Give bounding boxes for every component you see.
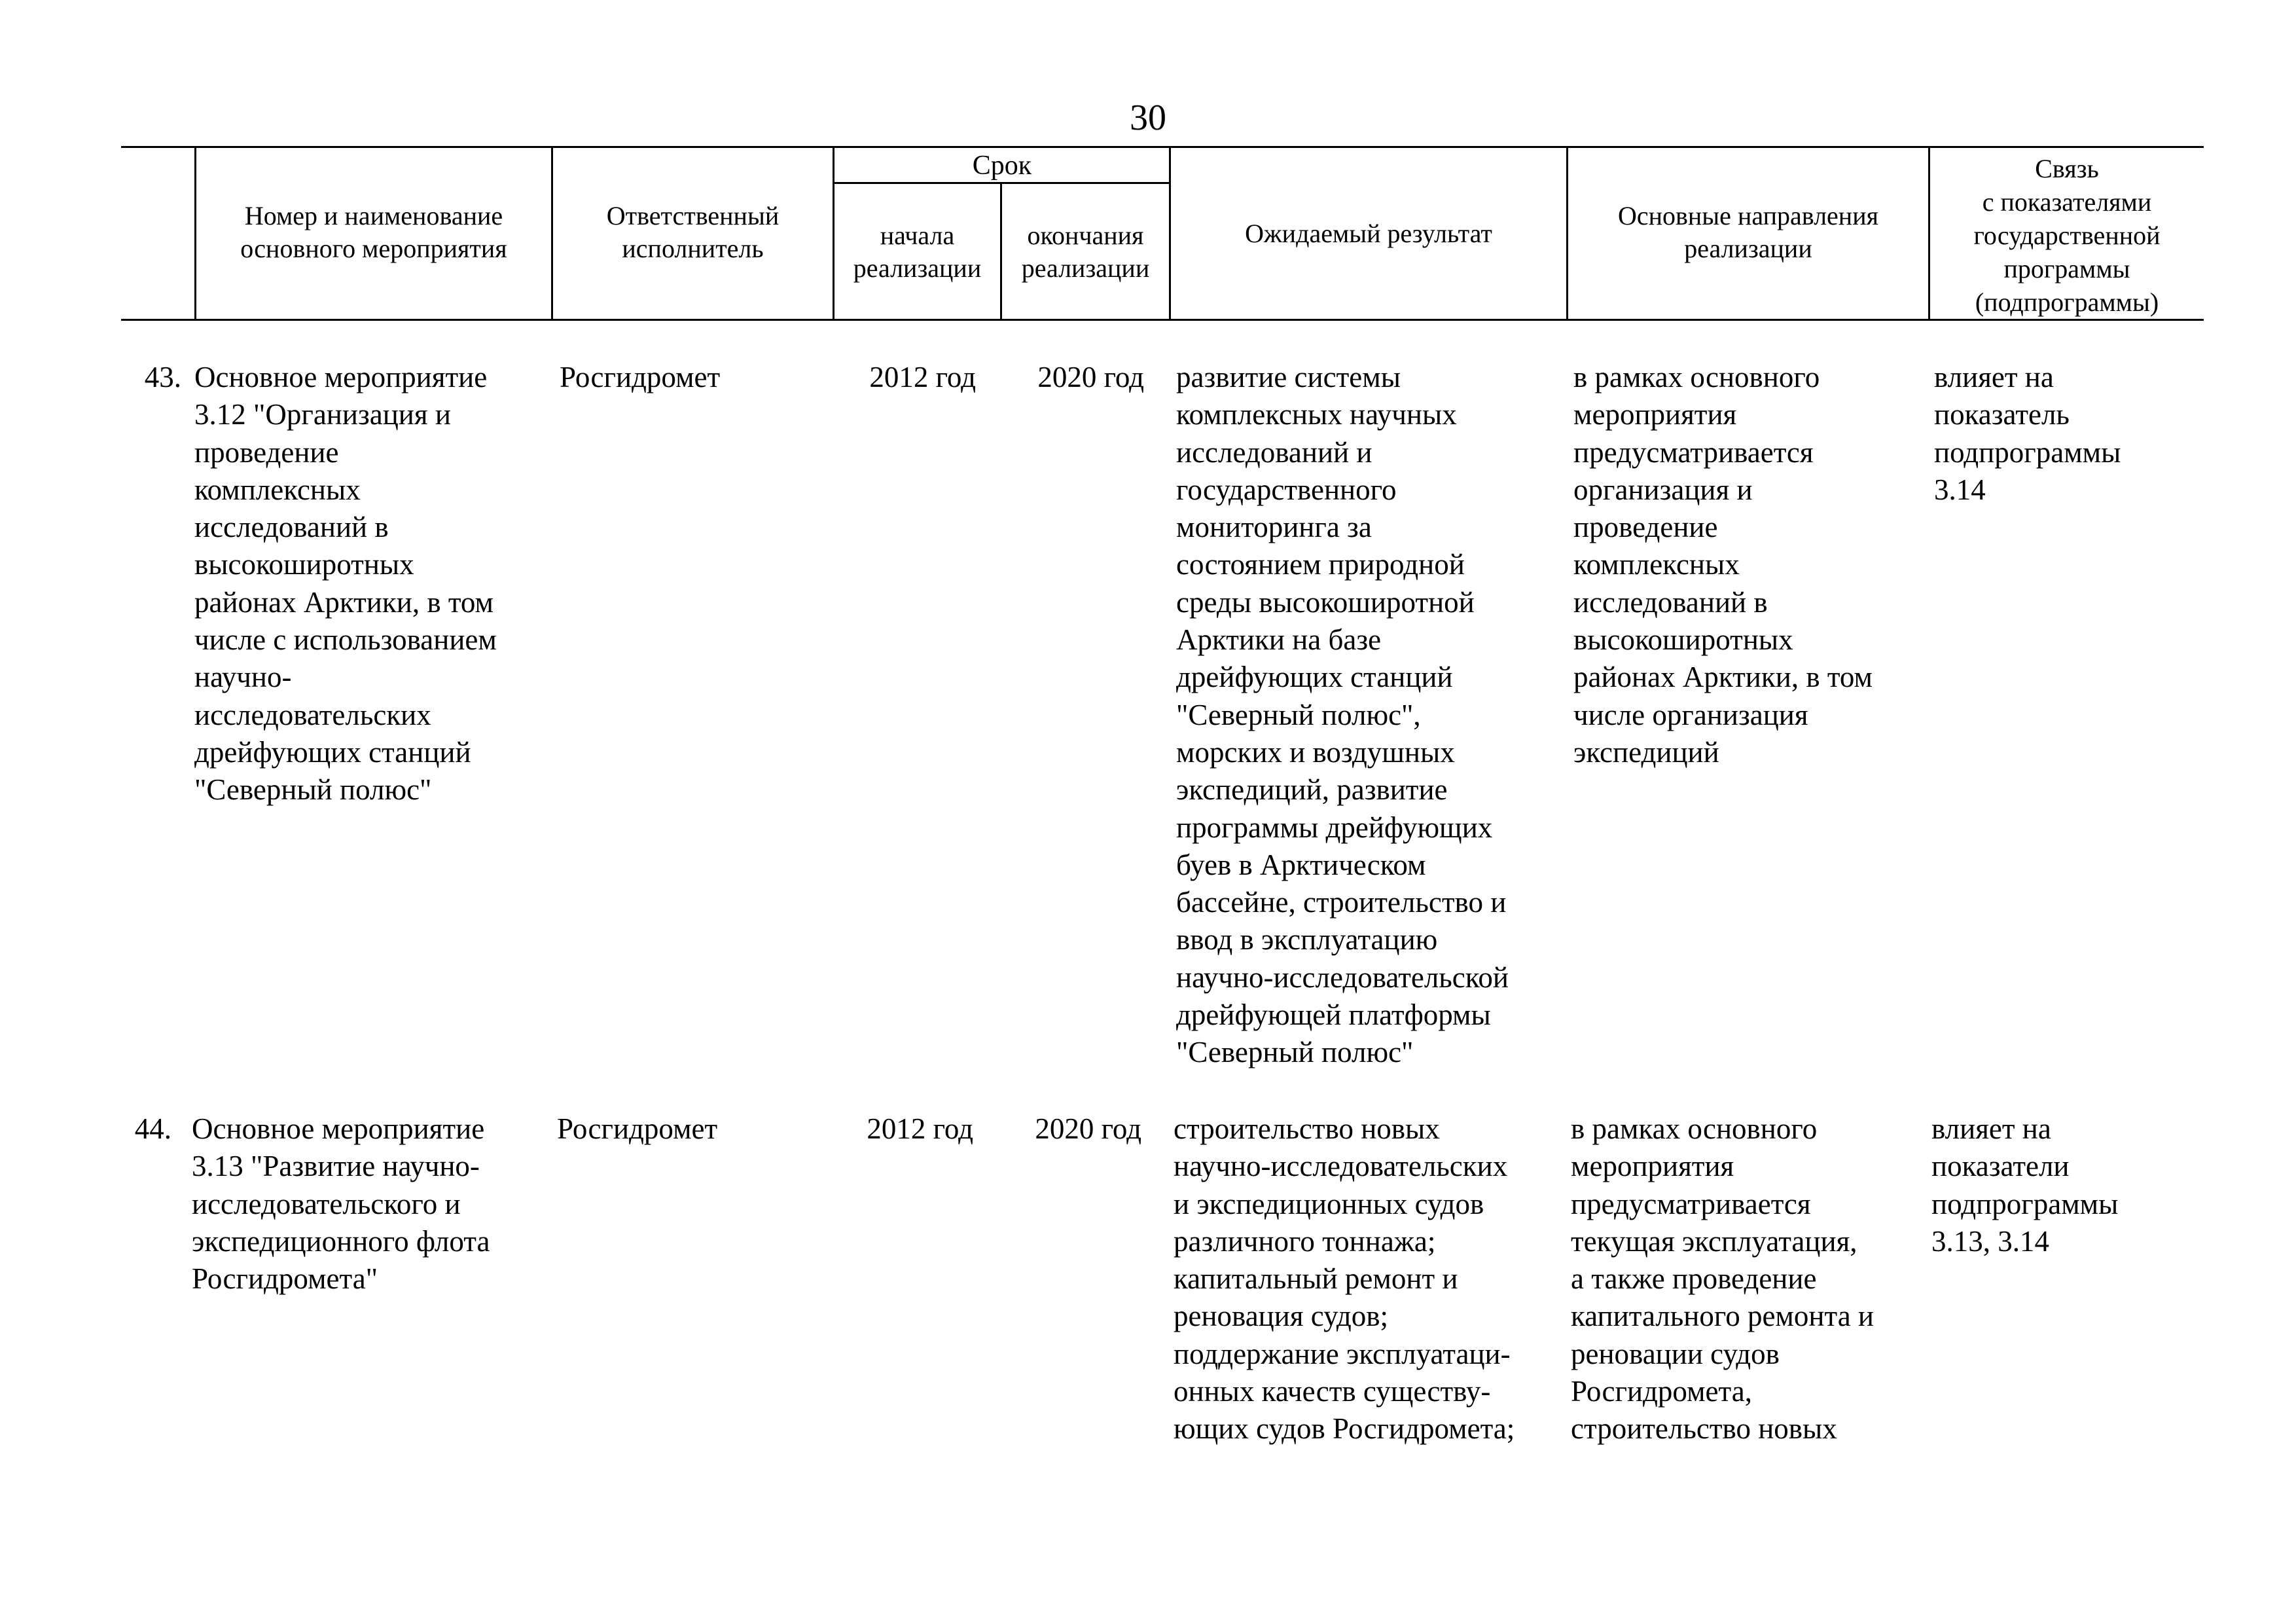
- row-link: влияет на показатели подпрограммы 3.13, 3.14: [1931, 1112, 2119, 1258]
- header-term: Срок: [972, 151, 1032, 181]
- header-bottom-rule: [121, 319, 2204, 321]
- row-end: 2020 год: [1035, 1112, 1141, 1145]
- row-result: развитие системы комплексных научных исследований и государственного мониторинга за состоянием природной среды высокоширотной Арктики на базе дрейфующих станций "Северный полюс", морских и воздушных экспедиций, развитие программы дрейфующих буев в Арктическом бассейне, строительство и ввод в эксплуатацию научно-исследовательской дрейфующей платформы "Северный полюс": [1176, 361, 1509, 1069]
- row-number: 44.: [134, 1112, 171, 1145]
- header-end: окончания реализации: [1021, 221, 1150, 283]
- header-result: Ожидаемый результат: [1245, 219, 1492, 248]
- header-link: Связь с показателями государственной программы (подпрограммы): [1973, 154, 2161, 317]
- row-link: влияет на показатель подпрограммы 3.14: [1934, 361, 2121, 506]
- page-number: 30: [1130, 98, 1166, 138]
- row-number: 43.: [144, 361, 181, 393]
- row-responsible: Росгидромет: [557, 1112, 718, 1145]
- header-start: начала реализации: [853, 221, 982, 283]
- row-directions: в рамках основного мероприятия предусматривается организация и проведение комплексных исследований в высокоширотных районах Арктики, в том числе организация экспедиций: [1573, 361, 1873, 769]
- row-responsible: Росгидромет: [560, 361, 721, 393]
- row-start: 2012 год: [867, 1112, 973, 1145]
- row-start: 2012 год: [869, 361, 976, 393]
- row-directions: в рамках основного мероприятия предусматривается текущая эксплуатация, а также проведение капитального ремонта и реновации судов Росгидромета, строительство новых: [1571, 1112, 1874, 1446]
- row-measure: Основное мероприятие 3.13 "Развитие научно- исследовательского и экспедиционного флота Росгидромета": [192, 1112, 490, 1296]
- header-directions: Основные направления реализации: [1617, 201, 1879, 263]
- header-top-rule: [121, 146, 2204, 148]
- row-end: 2020 год: [1037, 361, 1144, 393]
- row-measure: Основное мероприятие 3.12 "Организация и проведение комплексных исследований в высокоширотных районах Арктики, в том числе с использованием научно- исследовательских дрейфующих станций "Северный полюс": [194, 361, 497, 807]
- header-measure: Номер и наименование основного мероприятия: [240, 201, 507, 263]
- header-responsible: Ответственный исполнитель: [606, 201, 780, 263]
- row-result: строительство новых научно-исследовательских и экспедиционных судов различного тоннажа; капитальный ремонт и реновация судов; поддержание эксплуатаци- онных качеств существу- ющих судов Росгидромета;: [1174, 1112, 1515, 1446]
